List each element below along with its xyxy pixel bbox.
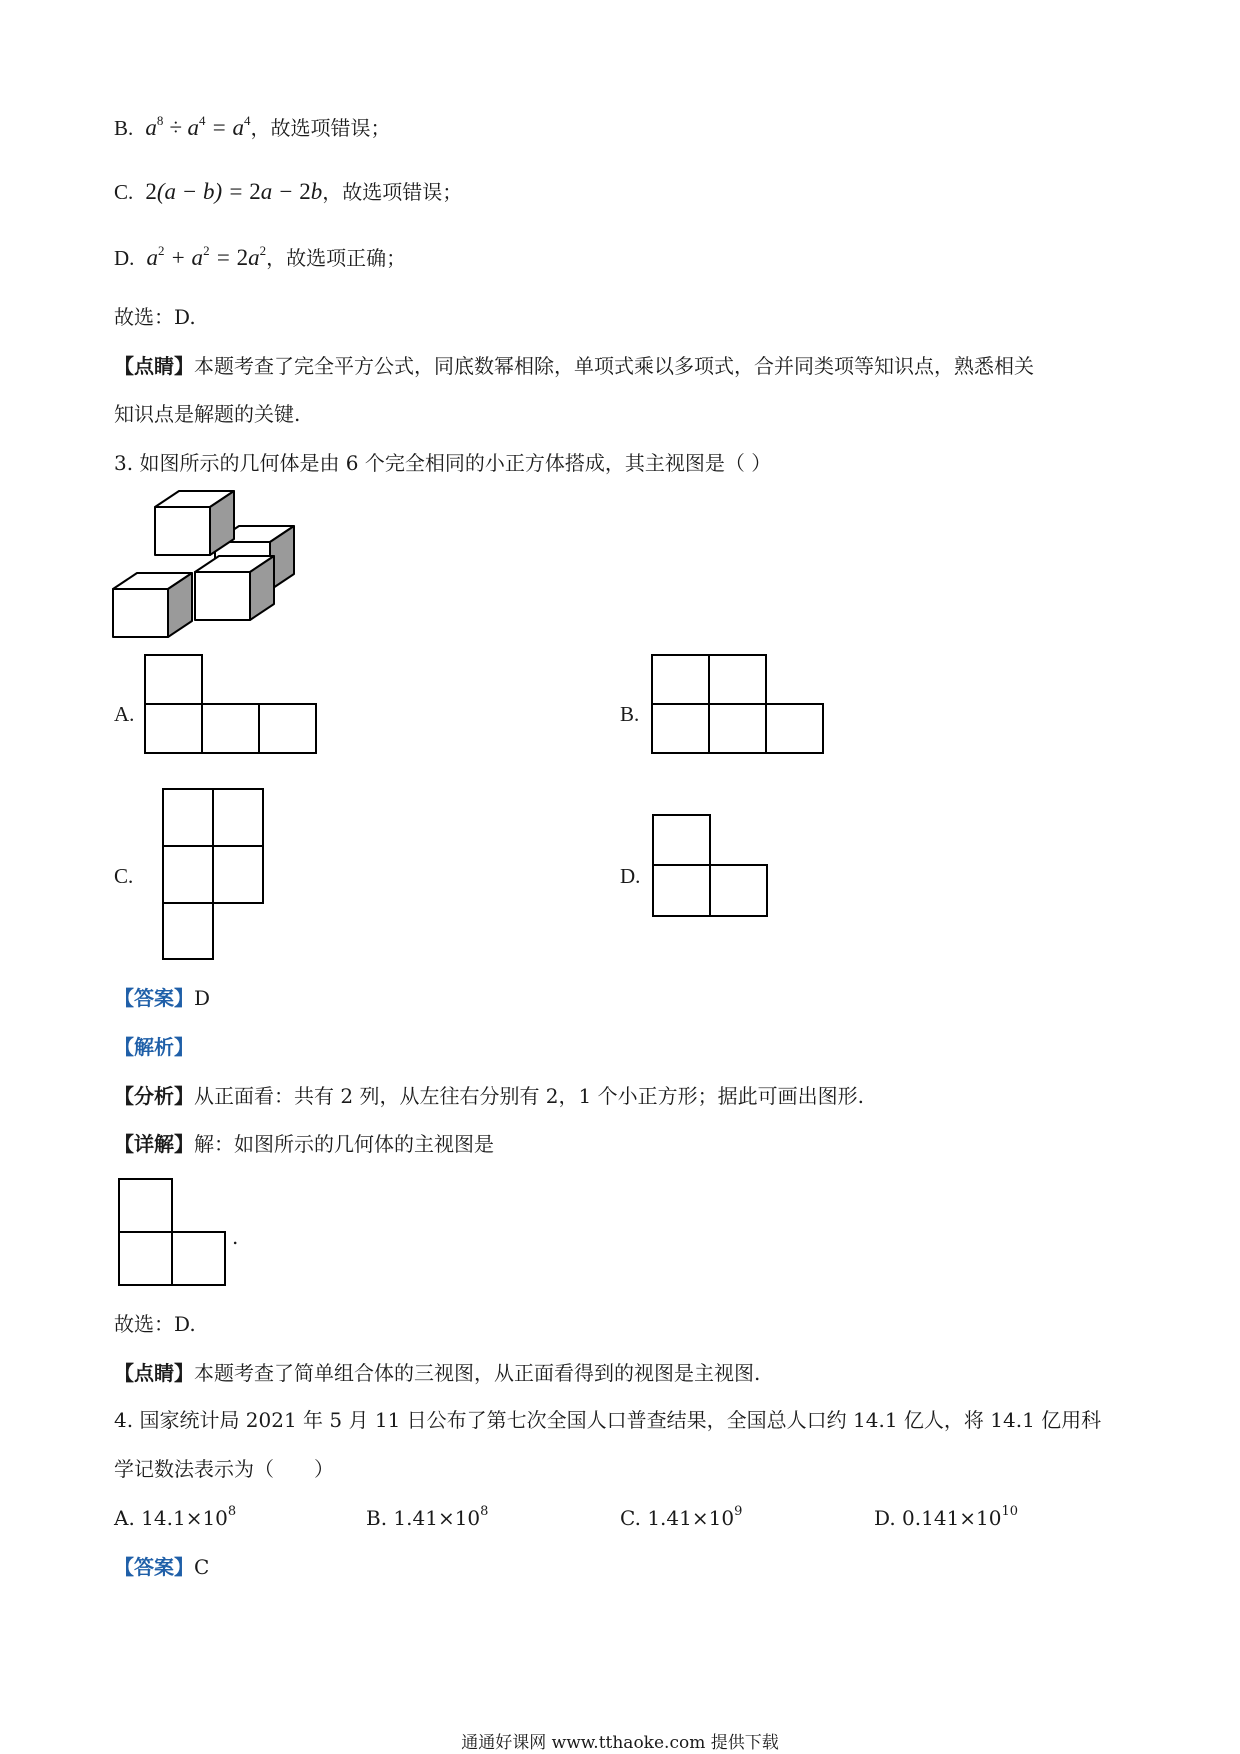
detail-text: 解：如图所示的几何体的主视图是 [194,1132,494,1156]
q4-option-d [874,1504,1018,1532]
answer-value: C [194,1555,210,1579]
q4-option-a [114,1504,236,1532]
q2-answer: 故选：D. [114,305,196,329]
option-label: C. [114,180,134,204]
q2-comment-line1 [114,352,1034,380]
cube-stack-figure [110,488,300,648]
option-label: C. [620,1506,648,1530]
q4-option-b [366,1504,488,1532]
q3-detail [114,1130,494,1158]
option-base: 1.41×10 [393,1506,481,1530]
q3-option-c-figure [162,788,266,960]
page-footer: 通通好课网 www.tthaoke.com 提供下载 [461,1733,779,1753]
option-exponent: 9 [734,1504,743,1519]
q2-comment-line2: 知识点是解题的关键. [114,402,301,426]
q4-answer [114,1553,209,1581]
q3-option-c-label: C. [114,864,134,888]
q3-answer [114,984,210,1012]
formula-b: $a^8 \div a^4 = a^4$ [139,113,251,140]
prev-option-d [114,244,406,272]
analysis-label: 【分析】 [114,1084,194,1108]
option-exponent: 8 [227,1504,237,1519]
q3-comment [114,1359,760,1387]
q4-option-c [620,1504,742,1532]
comment-tag: 【点睛】 [114,354,194,378]
option-exponent: 8 [480,1504,489,1519]
option-conclusion: ，故选项错误； [250,116,391,140]
prev-option-b [114,114,391,142]
option-label: B. [114,116,134,140]
formula-c: 2(a − b) = 2a − 2b [145,179,323,204]
detail-label: 【详解】 [114,1132,194,1156]
q3-option-a-figure [144,654,320,754]
option-conclusion: ，故选项正确； [266,246,407,270]
answer-value: D [194,986,211,1010]
q3-option-b-figure [651,654,827,754]
q3-option-a-label: A. [114,702,135,726]
option-base: 14.1×10 [141,1506,228,1530]
option-conclusion: ，故选项错误； [322,180,463,204]
answer-tag: 【答案】 [114,1555,194,1579]
q3-stem: 3. 如图所示的几何体是由 6 个完全相同的小正方体搭成，其主视图是（ ） [114,451,772,475]
prev-option-c [114,178,462,206]
q3-option-d-figure [652,814,770,918]
q3-figure-period: . [232,1225,239,1249]
option-label: D. [874,1506,903,1530]
q3-conclusion: 故选：D. [114,1312,196,1336]
comment-text: 本题考查了完全平方公式，同底数幂相除，单项式乘以多项式，合并同类项等知识点，熟悉相关 [194,354,1034,378]
comment-text: 本题考查了简单组合体的三视图，从正面看得到的视图是主视图. [194,1361,761,1385]
q4-stem-line2: 学记数法表示为（ ） [114,1457,334,1481]
q3-analysis [114,1082,864,1110]
q3-detail-figure [118,1178,230,1288]
option-base: 0.141×10 [902,1506,1002,1530]
q3-option-d-label: D. [620,864,641,888]
option-label: D. [114,246,135,270]
q3-analysis-tag: 【解析】 [114,1035,194,1059]
option-label: B. [366,1506,394,1530]
formula-d: $a^2 + a^2 = 2a^2$ [140,243,267,270]
comment-tag: 【点睛】 [114,1361,194,1385]
option-label: A. [114,1506,142,1530]
analysis-text: 从正面看：共有 2 列，从左往右分别有 2，1 个小正方形；据此可画出图形. [194,1084,864,1108]
q3-option-b-label: B. [620,702,640,726]
q4-stem-line1: 4. 国家统计局 2021 年 5 月 11 日公布了第七次全国人口普查结果，全国总人口约 14.1 亿人，将 14.1 亿用科 [114,1408,1102,1432]
answer-tag: 【答案】 [114,986,194,1010]
option-exponent: 10 [1001,1504,1019,1519]
option-base: 1.41×10 [647,1506,735,1530]
